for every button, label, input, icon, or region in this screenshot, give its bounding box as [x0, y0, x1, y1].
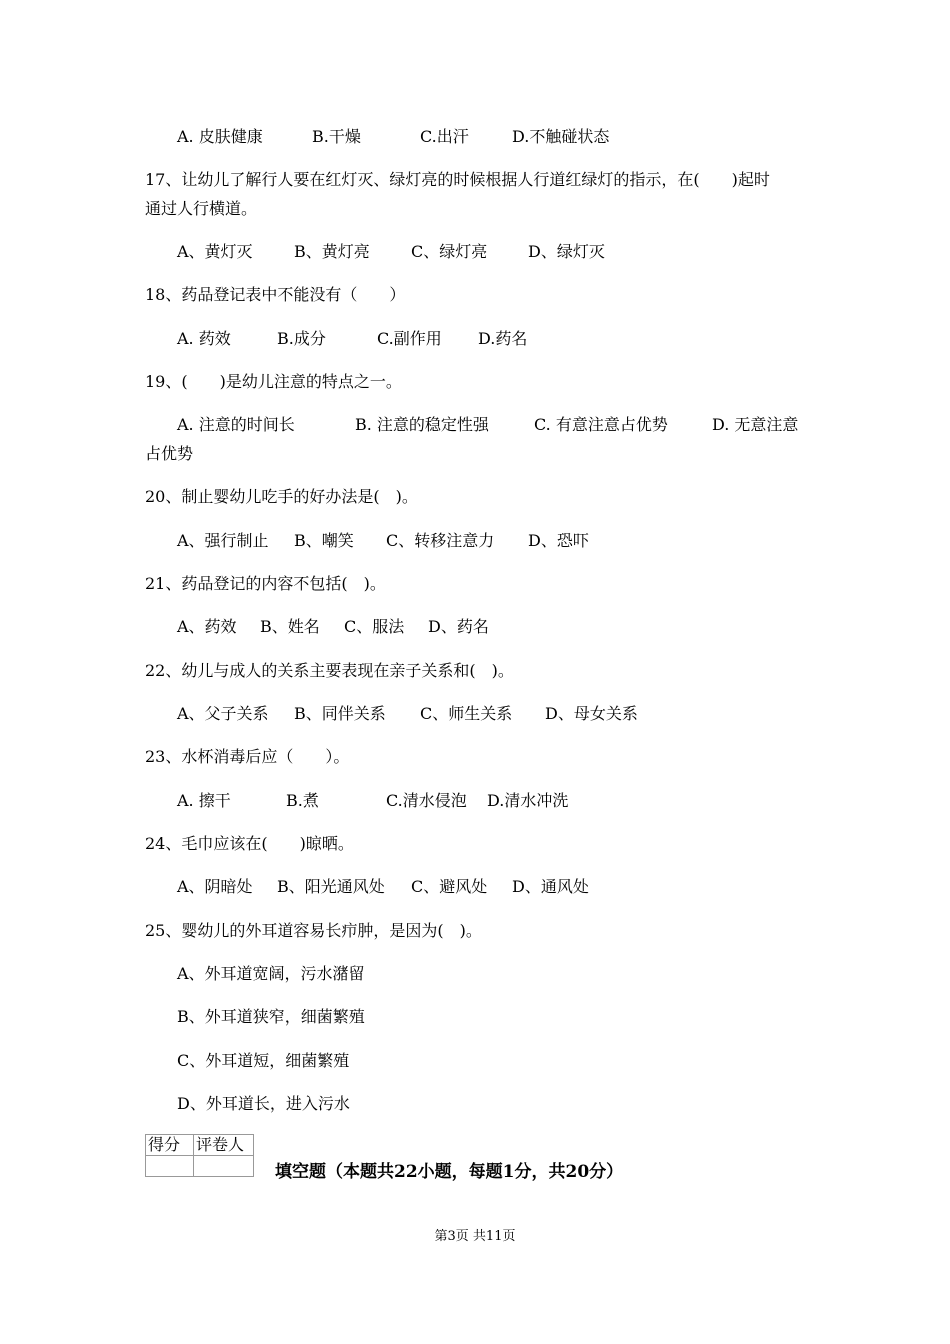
- q19-options: [0, 414, 950, 524]
- q24-stem: 24、毛巾应该在( )晾晒。: [145, 834, 354, 853]
- q25-option-a: A、外耳道宽阔，污水潴留: [177, 964, 365, 983]
- q16-option-c: C.出汗: [420, 127, 469, 146]
- q19-option-d-continued: 占优势: [145, 444, 194, 463]
- page-footer: 第3页 共11页: [434, 1229, 516, 1244]
- q23-option-d: D.清水冲洗: [487, 791, 569, 810]
- q18-option-b: B.成分: [277, 329, 326, 348]
- q25-option-d: D、外耳道长，进入污水: [177, 1094, 350, 1113]
- q17-option-c: C、绿灯亮: [411, 242, 488, 261]
- grader-label: 评卷人: [194, 1135, 254, 1156]
- q18-option-c: C.副作用: [377, 329, 442, 348]
- section-title: 填空题（本题共22小题，每题1分，共20分）: [275, 1162, 624, 1182]
- q21-stem: 21、药品登记的内容不包括( )。: [145, 574, 386, 593]
- q22-option-d: D、母女关系: [545, 704, 638, 723]
- grader-cell: [194, 1156, 254, 1177]
- q19-stem: 19、( )是幼儿注意的特点之一。: [145, 372, 402, 391]
- q16-option-d: D.不触碰状态: [512, 127, 610, 146]
- q17-option-d: D、绿灯灭: [528, 242, 605, 261]
- q23-option-a: A. 擦干: [177, 791, 231, 810]
- q18-option-d: D.药名: [478, 329, 528, 348]
- q25-stem: 25、婴幼儿的外耳道容易长疖肿，是因为( )。: [145, 921, 482, 940]
- q16-option-a: A. 皮肤健康: [177, 127, 263, 146]
- q24-option-a: A、阴暗处: [177, 877, 253, 896]
- q22-option-a: A、父子关系: [177, 704, 269, 723]
- q25-option-c: C、外耳道短，细菌繁殖: [177, 1051, 350, 1070]
- q20-option-b: B、嘲笑: [294, 531, 354, 550]
- q17-option-a: A、黄灯灭: [177, 242, 253, 261]
- q19-option-d: D. 无意注意: [712, 415, 799, 434]
- q23-option-c: C.清水侵泡: [386, 791, 467, 810]
- q21-option-c: C、服法: [344, 617, 405, 636]
- q20-option-c: C、转移注意力: [386, 531, 495, 550]
- q21-option-d: D、药名: [428, 617, 489, 636]
- q24-option-b: B、阳光通风处: [277, 877, 385, 896]
- q23-stem: 23、水杯消毒后应（ ）。: [145, 747, 350, 766]
- q18-option-a: A. 药效: [177, 329, 231, 348]
- q25-option-b: B、外耳道狭窄，细菌繁殖: [177, 1007, 365, 1026]
- q22-option-b: B、同伴关系: [294, 704, 386, 723]
- q16-option-b: B.干燥: [312, 127, 361, 146]
- q17-stem-line1: 17、让幼儿了解行人要在红灯灭、绿灯亮的时候根据人行道红绿灯的指示，在( )起时: [145, 170, 770, 189]
- q22-stem: 22、幼儿与成人的关系主要表现在亲子关系和( )。: [145, 661, 514, 680]
- q19-option-c: C. 有意注意占优势: [534, 415, 668, 434]
- q24-option-d: D、通风处: [512, 877, 589, 896]
- score-label: 得分: [146, 1135, 194, 1156]
- q18-stem: 18、药品登记表中不能没有（ ）: [145, 285, 406, 304]
- q21-option-a: A、药效: [177, 617, 237, 636]
- q19-option-b: B. 注意的稳定性强: [355, 415, 489, 434]
- score-table: [145, 1134, 254, 1177]
- q23-option-b: B.煮: [286, 791, 319, 810]
- q20-stem: 20、制止婴幼儿吃手的好办法是( )。: [145, 487, 418, 506]
- q20-option-d: D、恐吓: [528, 531, 589, 550]
- q17-stem-line2: 通过人行横道。: [145, 199, 258, 218]
- q22-option-c: C、师生关系: [420, 704, 513, 723]
- q20-option-a: A、强行制止: [177, 531, 269, 550]
- score-cell: [146, 1156, 194, 1177]
- q19-option-a: A. 注意的时间长: [177, 415, 295, 434]
- q21-option-b: B、姓名: [260, 617, 320, 636]
- q24-option-c: C、避风处: [411, 877, 488, 896]
- q17-option-b: B、黄灯亮: [294, 242, 370, 261]
